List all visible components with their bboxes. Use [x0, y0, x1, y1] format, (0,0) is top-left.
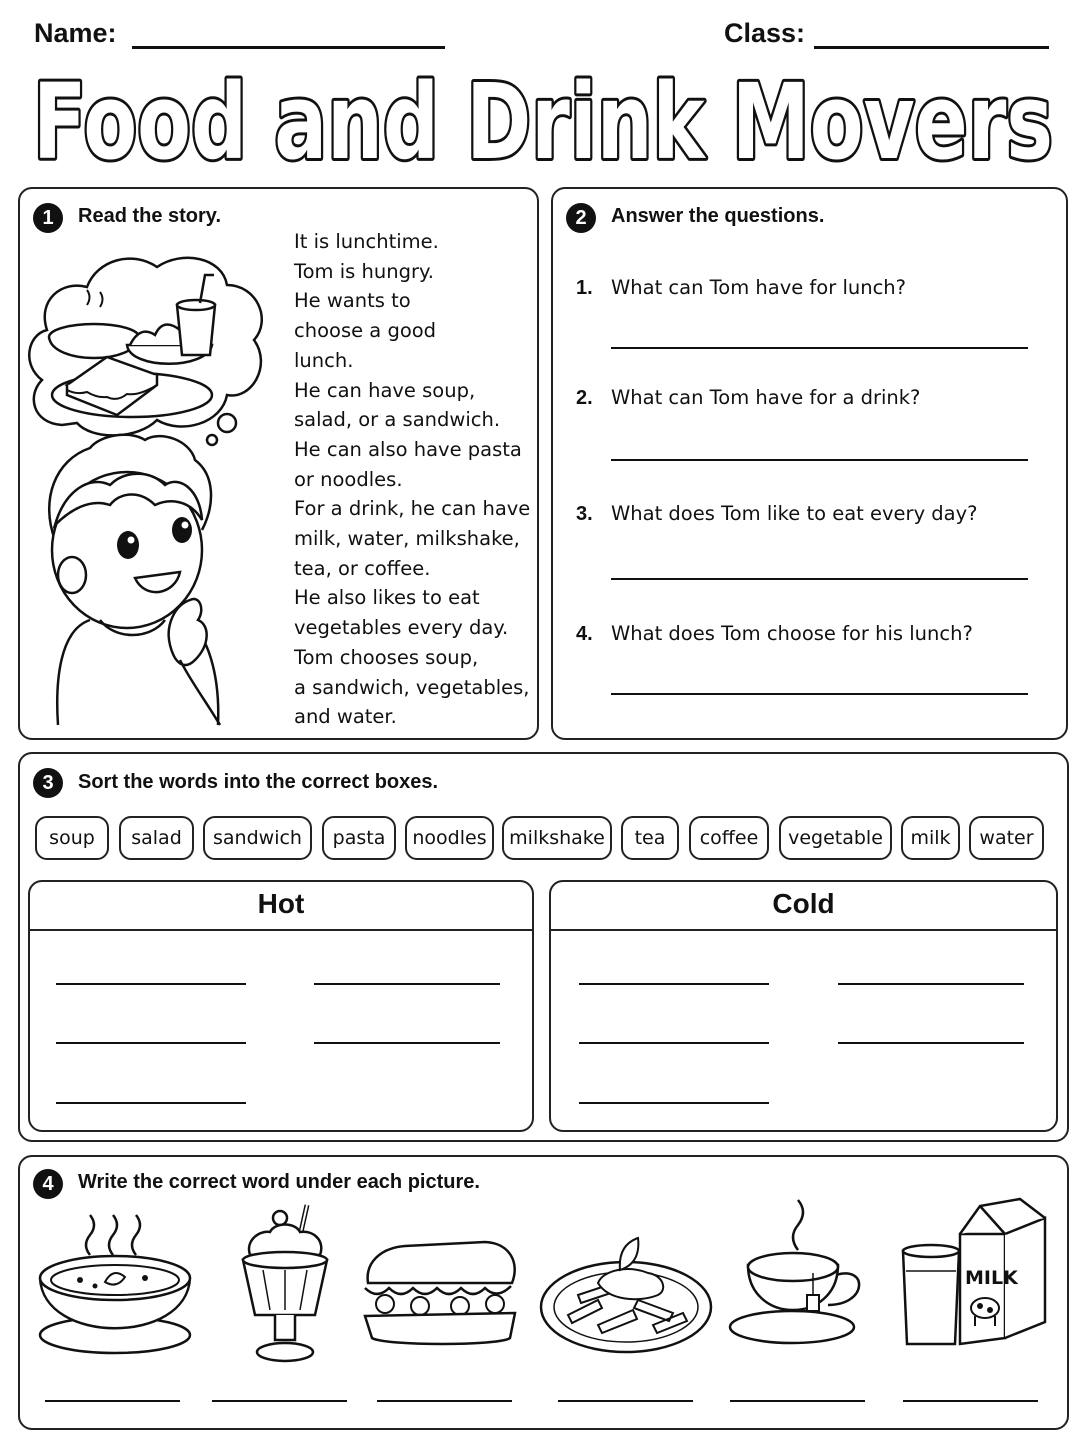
section-answer-questions: [551, 187, 1068, 740]
cold-answer-line[interactable]: [838, 1042, 1024, 1044]
story-line: or noodles.: [294, 467, 403, 491]
cold-answer-line[interactable]: [838, 983, 1024, 985]
question-4-number: 4.: [576, 623, 593, 645]
picture-answer-line[interactable]: [730, 1400, 865, 1402]
story-line: Tom is hungry.: [294, 259, 434, 283]
word-chip-milkshake[interactable]: milkshake: [502, 816, 612, 860]
story-line: milk, water, milkshake,: [294, 527, 520, 551]
word-chip-milk[interactable]: milk: [901, 816, 960, 860]
word-chip-soup[interactable]: soup: [35, 816, 109, 860]
word-chip-noodles[interactable]: noodles: [405, 816, 494, 860]
picture-answer-line[interactable]: [212, 1400, 347, 1402]
story-line: a sandwich, vegetables,: [294, 675, 530, 699]
story-text: [294, 227, 534, 732]
tea-cup-picture: [728, 1195, 873, 1350]
hot-answer-line[interactable]: [314, 983, 500, 985]
story-line: and water.: [294, 705, 397, 729]
question-3-answer-line[interactable]: [611, 578, 1028, 580]
story-line: salad, or a sandwich.: [294, 408, 501, 432]
question-1-answer-line[interactable]: [611, 347, 1028, 349]
question-3-text: What does Tom like to eat every day?: [611, 502, 978, 525]
question-2-text: What can Tom have for a drink?: [611, 386, 921, 409]
picture-answer-line[interactable]: [903, 1400, 1038, 1402]
word-chip-pasta[interactable]: pasta: [322, 816, 396, 860]
question-4-answer-line[interactable]: [611, 693, 1028, 695]
section3-title: Sort the words into the correct boxes.: [78, 771, 439, 793]
section2-number: 2: [566, 203, 596, 233]
story-line: choose a good: [294, 319, 437, 343]
hot-answer-line[interactable]: [56, 1042, 246, 1044]
question-4-text: What does Tom choose for his lunch?: [611, 622, 973, 645]
word-chip-tea[interactable]: tea: [621, 816, 679, 860]
sandwich-picture: [360, 1238, 522, 1350]
thought-bubble-lunch-illustration: [22, 245, 272, 445]
story-line: He also likes to eat: [294, 586, 480, 610]
story-line: For a drink, he can have: [294, 497, 531, 521]
word-chip-vegetable[interactable]: vegetable: [779, 816, 892, 860]
story-line: lunch.: [294, 348, 354, 372]
hot-box-heading: Hot: [257, 888, 305, 919]
class-label: Class:: [724, 18, 806, 48]
story-line: He wants to: [294, 289, 411, 313]
pasta-plate-picture: [538, 1225, 714, 1355]
word-chip-salad[interactable]: salad: [119, 816, 194, 860]
cold-box-divider: [551, 929, 1056, 931]
word-chip-sandwich[interactable]: sandwich: [203, 816, 312, 860]
class-field[interactable]: [814, 46, 1049, 49]
story-line: It is lunchtime.: [294, 230, 439, 253]
word-chip-coffee[interactable]: coffee: [689, 816, 769, 860]
hot-box-divider: [30, 929, 532, 931]
milk-carton-label: MILK: [965, 1267, 1018, 1289]
question-3-number: 3.: [576, 503, 593, 525]
page-title: [0, 60, 1086, 183]
question-2-number: 2.: [576, 387, 593, 409]
question-2-answer-line[interactable]: [611, 459, 1028, 461]
section4-number: 4: [33, 1169, 63, 1199]
name-field[interactable]: [132, 46, 445, 49]
section4-title: Write the correct word under each picture.: [78, 1171, 480, 1193]
hot-answer-line[interactable]: [314, 1042, 500, 1044]
name-label: Name:: [34, 18, 117, 48]
story-line: He can also have pasta: [294, 437, 522, 461]
cold-answer-line[interactable]: [579, 983, 769, 985]
milk-and-water-picture: [895, 1196, 1055, 1351]
cold-answer-line[interactable]: [579, 1102, 769, 1104]
picture-answer-line[interactable]: [558, 1400, 693, 1402]
picture-answer-line[interactable]: [45, 1400, 180, 1402]
story-line: Tom chooses soup,: [294, 645, 479, 669]
question-1-number: 1.: [576, 277, 593, 299]
section1-number: 1: [33, 203, 63, 233]
hot-answer-line[interactable]: [56, 1102, 246, 1104]
boy-thinking-illustration: [30, 430, 250, 725]
hot-answer-line[interactable]: [56, 983, 246, 985]
milkshake-picture: [235, 1200, 335, 1365]
page-title-text: Food and Drink Movers: [33, 61, 1053, 183]
section3-number: 3: [33, 768, 63, 798]
picture-answer-line[interactable]: [377, 1400, 512, 1402]
cold-box-heading: Cold: [772, 888, 835, 919]
word-chip-water[interactable]: water: [969, 816, 1044, 860]
question-1-text: What can Tom have for lunch?: [611, 276, 907, 299]
story-line: vegetables every day.: [294, 616, 509, 640]
story-line: He can have soup,: [294, 378, 476, 402]
section1-title: Read the story.: [78, 205, 221, 227]
cold-answer-line[interactable]: [579, 1042, 769, 1044]
section2-title: Answer the questions.: [611, 205, 825, 227]
soup-bowl-picture: [35, 1210, 195, 1360]
story-line: tea, or coffee.: [294, 556, 431, 580]
